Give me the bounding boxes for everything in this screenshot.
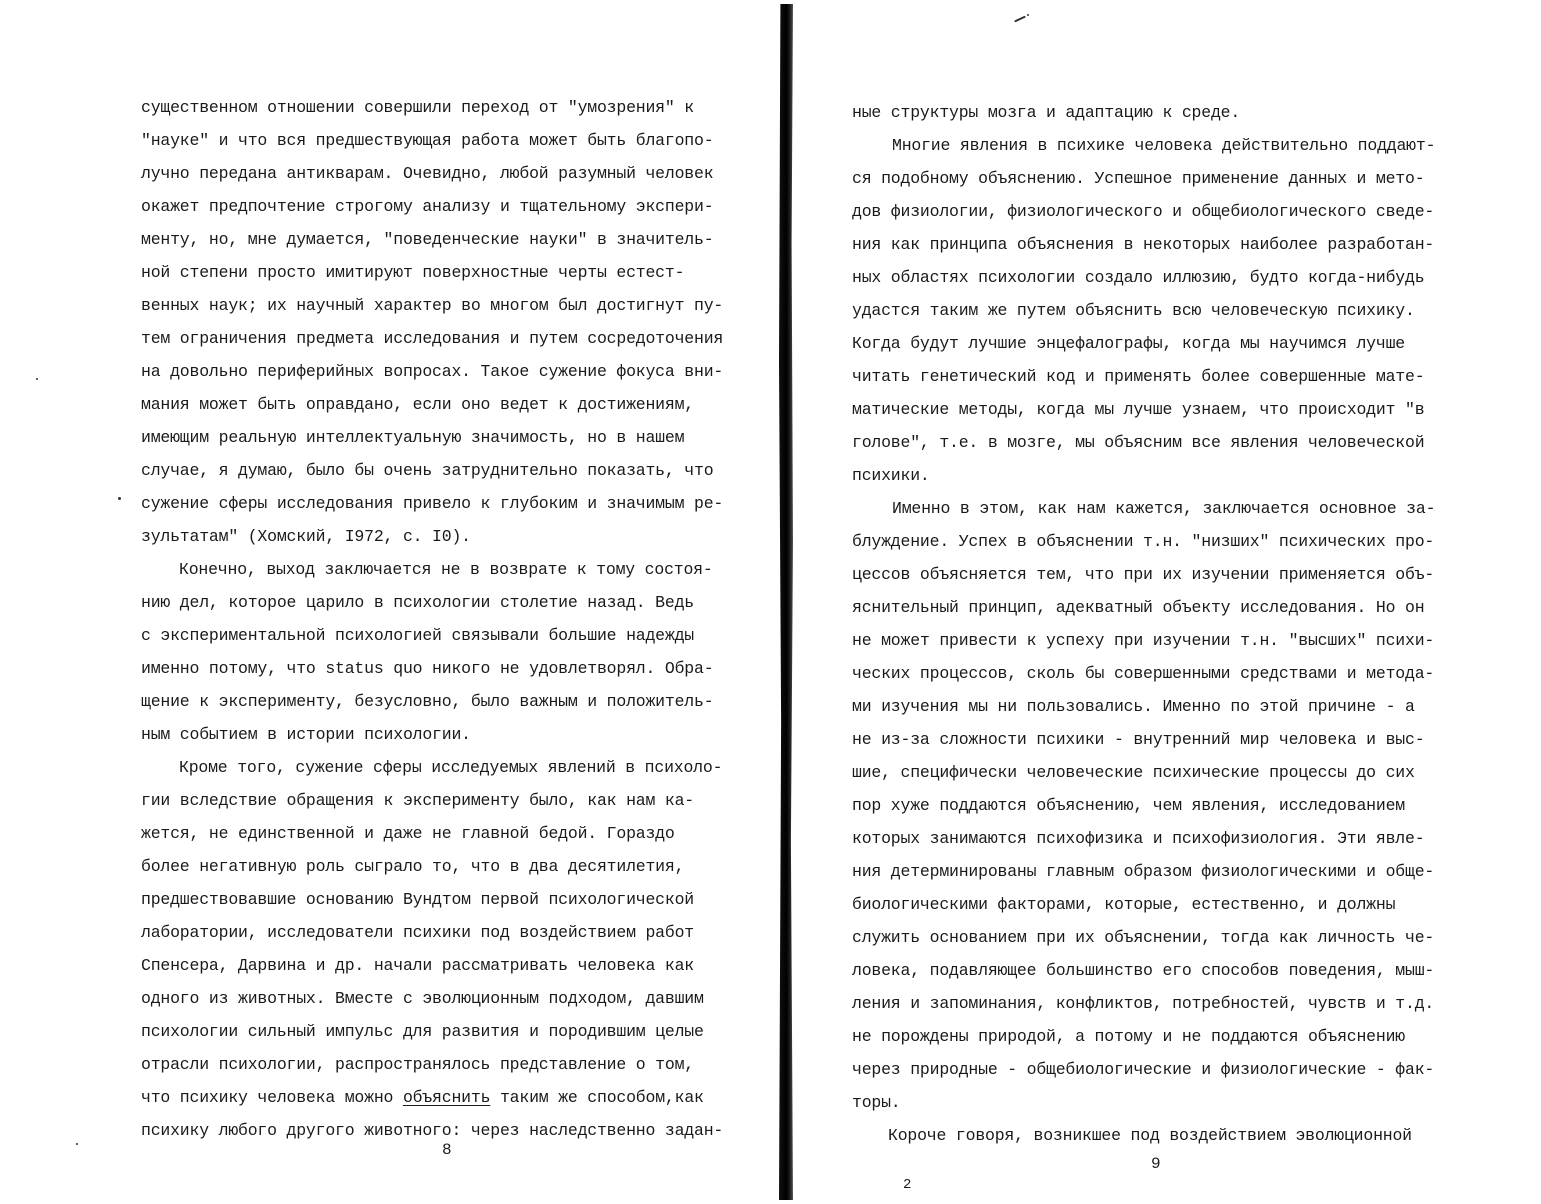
page-number: 8 <box>442 1141 452 1159</box>
text-line: психологии сильный импульс для развития и породившим целые <box>141 1022 704 1041</box>
text-line: менту, но, мне думается, "поведенческие науки" в значитель- <box>141 230 714 249</box>
text-line: именно потому, что status quo никого не удовлетворял. Обра- <box>141 659 714 678</box>
text-line: не может привести к успеху при изучении т.н. "высших" психи- <box>852 631 1435 650</box>
text-line: сужение сферы исследования привело к глубоким и значимым ре- <box>141 494 724 513</box>
text-line: служить основанием при их объяснении, тогда как личность че- <box>852 928 1435 947</box>
book-spine <box>779 4 793 1200</box>
text-line: ных областях психологии создало иллюзию, будто когда-нибудь <box>852 268 1425 287</box>
text-line: психики. <box>852 466 930 485</box>
text-line: ления и запоминания, конфликтов, потребностей, чувств и т.д. <box>852 994 1435 1013</box>
paragraph-start-line: Многие явления в психике человека действительно поддают- <box>892 136 1436 155</box>
paragraph-start-line: Кроме того, сужение сферы исследуемых явлений в психоло- <box>179 758 723 777</box>
text-line: лучно передана антикварам. Очевидно, любой разумный человек <box>141 164 714 183</box>
text-line: цессов объясняется тем, что при их изучении применяется объ- <box>852 565 1435 584</box>
text-line: отрасли психологии, распространялось представление о том, <box>141 1055 694 1074</box>
text-line: дов физиологии, физиологического и общебиологического сведе- <box>852 202 1435 221</box>
text-line: ным событием в истории психологии. <box>141 725 471 744</box>
text-line: гии вследствие обращения к эксперименту было, как нам ка- <box>141 791 694 810</box>
text-line: Когда будут лучшие энцефалографы, когда мы научимся лучше <box>852 334 1405 353</box>
text-line <box>141 1087 704 1109</box>
text-line: удастся таким же путем объяснить всю человеческую психику. <box>852 301 1415 320</box>
text-line: зультатам" (Хомский, I972, с. I0). <box>141 527 471 546</box>
text-line: случае, я думаю, было бы очень затруднительно показать, что <box>141 461 714 480</box>
text-line: жется, не единственной и даже не главной бедой. Гораздо <box>141 824 675 843</box>
text-line: психику любого другого животного: через наследственно задан- <box>141 1121 724 1140</box>
right-page <box>796 0 1541 1204</box>
text-line: на довольно периферийных вопросах. Такое сужение фокуса вни- <box>141 362 724 381</box>
text-line: венных наук; их научный характер во многом был достигнут пу- <box>141 296 724 315</box>
text-line: Спенсера, Дарвина и др. начали рассматривать человека как <box>141 956 694 975</box>
text-line: мания может быть оправдано, если оно ведет к достижениям, <box>141 395 694 414</box>
text-line: ческих процессов, сколь бы совершенными средствами и метода- <box>852 664 1435 683</box>
text-line: нию дел, которое царило в психологии столетие назад. Ведь <box>141 593 694 612</box>
text-line: лаборатории, исследователи психики под воздействием работ <box>141 923 694 942</box>
text-line: яснительный принцип, адекватный объекту исследования. Но он <box>852 598 1425 617</box>
text-line: через природные - общебиологические и физиологические - фак- <box>852 1060 1435 1079</box>
text-line: существенном отношении совершили переход от "умозрения" к <box>141 98 694 117</box>
underlined-word: объяснить <box>402 1088 491 1107</box>
text-line: одного из животных. Вместе с эволюционным подходом, давшим <box>141 989 704 1008</box>
text-line: ми изучения мы ни пользовались. Именно по этой причине - а <box>852 697 1415 716</box>
text-line: ся подобному объяснению. Успешное применение данных и мето- <box>852 169 1425 188</box>
text-line: голове", т.е. в мозге, мы объясним все явления человеческой <box>852 433 1425 452</box>
text-line: ные структуры мозга и адаптацию к среде. <box>852 103 1241 122</box>
scan-speck <box>1014 16 1026 23</box>
text-line: "науке" и что вся предшествующая работа может быть благопо- <box>141 131 714 150</box>
scan-speck <box>1027 14 1029 16</box>
text-segment: что психику человека можно <box>141 1088 403 1107</box>
footer-mark: 2 <box>903 1177 912 1193</box>
text-line: которых занимаются психофизика и психофизиология. Эти явле- <box>852 829 1425 848</box>
text-line: ной степени просто имитируют поверхностные черты естест- <box>141 263 685 282</box>
page-number: 9 <box>1151 1155 1161 1173</box>
text-line: торы. <box>852 1093 901 1112</box>
text-line: пор хуже поддаются объяснению, чем явления, исследованием <box>852 796 1405 815</box>
text-line: имеющим реальную интеллектуальную значимость, но в нашем <box>141 428 685 447</box>
text-segment: таким же способом,как <box>490 1088 704 1107</box>
text-line: биологическими факторами, которые, естественно, и должны <box>852 895 1396 914</box>
text-line: матические методы, когда мы лучше узнаем, что происходит "в <box>852 400 1425 419</box>
scan-speck <box>76 1143 78 1145</box>
text-line: блуждение. Успех в объяснении т.н. "низших" психических про- <box>852 532 1435 551</box>
paragraph-start-line: Именно в этом, как нам кажется, заключается основное за- <box>892 499 1436 518</box>
text-line: тем ограничения предмета исследования и путем сосредоточения <box>141 329 724 348</box>
text-line: с экспериментальной психологией связывали большие надежды <box>141 626 694 645</box>
paragraph-start-line: Конечно, выход заключается не в возврате к тому состоя- <box>179 560 713 579</box>
text-line: шие, специфически человеческие психические процессы до сих <box>852 763 1415 782</box>
scan-speck <box>36 378 38 380</box>
text-line: более негативную роль сыграло то, что в два десятилетия, <box>141 857 685 876</box>
text-line: окажет предпочтение строгому анализу и тщательному экспери- <box>141 197 714 216</box>
text-line: щение к эксперименту, безусловно, было важным и положитель- <box>141 692 714 711</box>
text-line: ния как принципа объяснения в некоторых наиболее разработан- <box>852 235 1435 254</box>
paragraph-start-line: Короче говоря, возникшее под воздействием эволюционной <box>888 1126 1412 1145</box>
text-line: ния детерминированы главным образом физиологическими и обще- <box>852 862 1435 881</box>
text-line: предшествовавшие основанию Вундтом первой психологической <box>141 890 694 909</box>
text-line: читать генетический код и применять более совершенные мате- <box>852 367 1425 386</box>
text-line: не из-за сложности психики - внутренний мир человека и выс- <box>852 730 1425 749</box>
scan-speck <box>118 497 121 500</box>
text-line: ловека, подавляющее большинство его способов поведения, мыш- <box>852 961 1435 980</box>
text-line: не порождены природой, а потому и не поддаются объяснению <box>852 1027 1405 1046</box>
